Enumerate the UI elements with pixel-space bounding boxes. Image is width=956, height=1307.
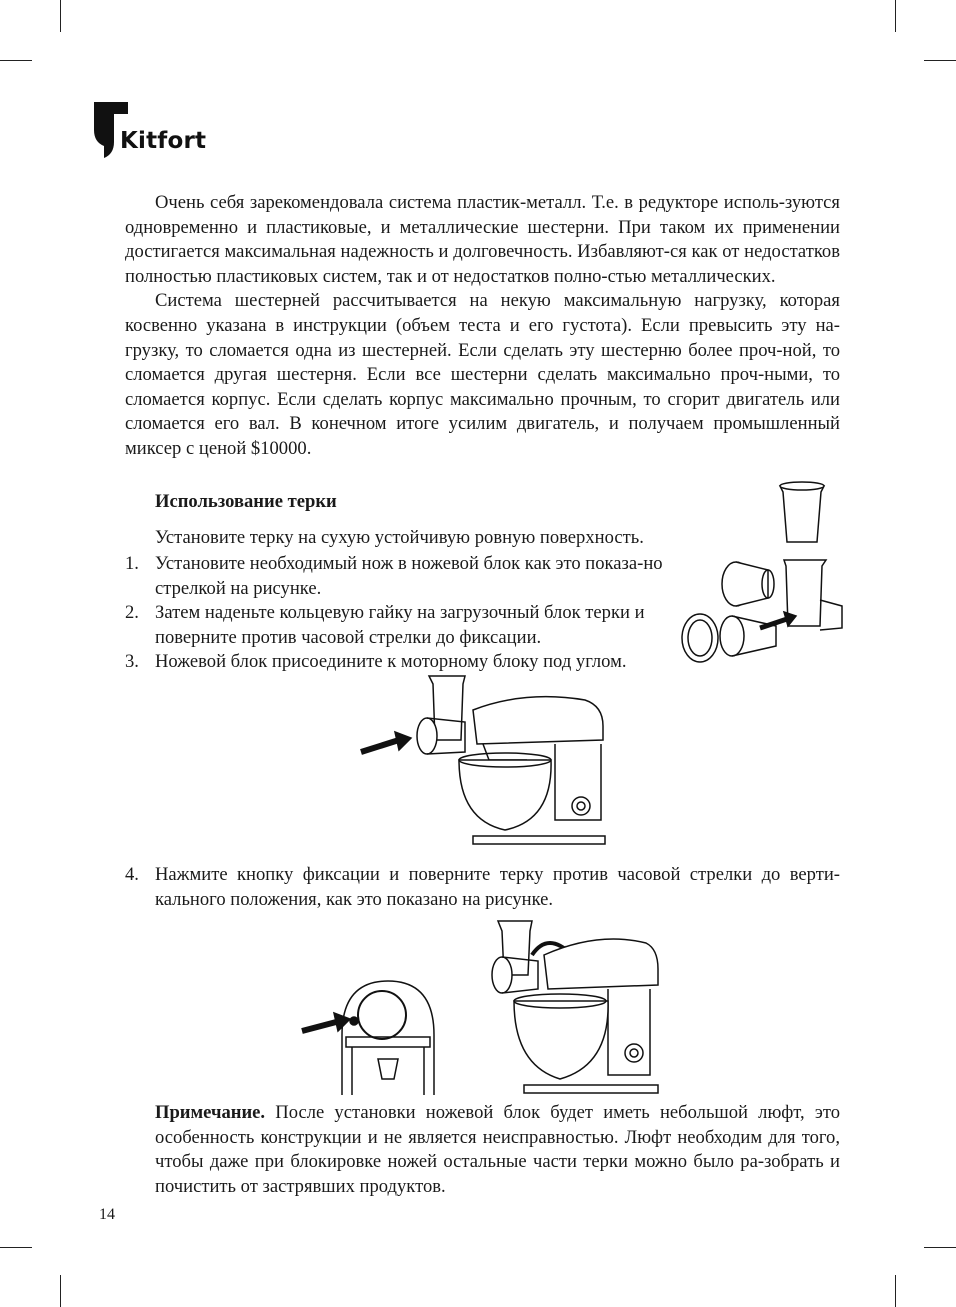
crop-mark [60, 1275, 61, 1307]
crop-mark [895, 0, 896, 32]
mixer-attach-illustration [355, 670, 615, 850]
list-item: 1. Установите необходимый нож в ножевой блок как это показа-но стрелкой на рисунке. [125, 553, 663, 599]
body-text [125, 191, 840, 462]
step-4: 4. Нажмите кнопку фиксации и поверните терку против часовой стрелки до верти-кального положения, как это показано на рисунке. [125, 864, 840, 910]
crop-mark [924, 60, 956, 61]
paragraph: Система шестерней рассчитывается на некую максимальную нагрузку, которая косвенно указана в инструкции (объем теста и его густота). Если превысить эту на-грузку, то сломается одна из шестерней. Если сделать эту шестерню более проч-ной, то сломается другая шестерня. Если все шестерни сделать максимально проч-ными, то сломается корпус. Если сделать корпус максимально прочным, то сгорит двигатель или сломается его вал. В конечном итоге усилим двигатель, и получаем промышленный миксер с ценой $10000. [125, 290, 840, 459]
paragraph: Очень себя зарекомендовала система пластик-металл. Т.е. в редукторе исполь-зуются одновременно и пластиковые, и металлические шестерни. При таком их применении достигается максимальная надежность и долговечность. Избавляют-ся как от недостатков полностью пластиковых систем, так и от недостатков полно-стью металлических. [125, 192, 840, 287]
crop-mark [60, 0, 61, 32]
steps-list [125, 552, 685, 675]
note [155, 1101, 840, 1199]
lock-button-illustration [298, 975, 438, 1095]
logo-text: Kitfort [120, 128, 207, 154]
note-text: После установки ножевой блок будет иметь небольшой люфт, это особенность конструкции и не является неисправностью. Люфт необходим для того, чтобы даже при блокировке ножей остальные части терки можно было ра-зобрать и почистить от застрявших продуктов. [155, 1102, 840, 1197]
rotate-grater-illustration [488, 915, 668, 1095]
crop-mark [0, 1247, 32, 1248]
list-item: 3. Ножевой блок присоедините к моторному блоку под углом. [125, 651, 627, 673]
list-item: 2. Затем наденьте кольцевую гайку на загрузочный блок терки и поверните против часовой стрелки до фиксации. [125, 602, 645, 648]
section-intro: Установите терку на сухую устойчивую ровную поверхность. [155, 527, 644, 548]
brand-logo [92, 100, 207, 160]
section-heading: Использование терки [155, 491, 337, 512]
crop-mark [0, 60, 32, 61]
note-label: Примечание. [155, 1102, 266, 1123]
crop-mark [924, 1247, 956, 1248]
crop-mark [895, 1275, 896, 1307]
page-number: 14 [99, 1206, 115, 1223]
grater-parts-illustration [676, 478, 856, 668]
